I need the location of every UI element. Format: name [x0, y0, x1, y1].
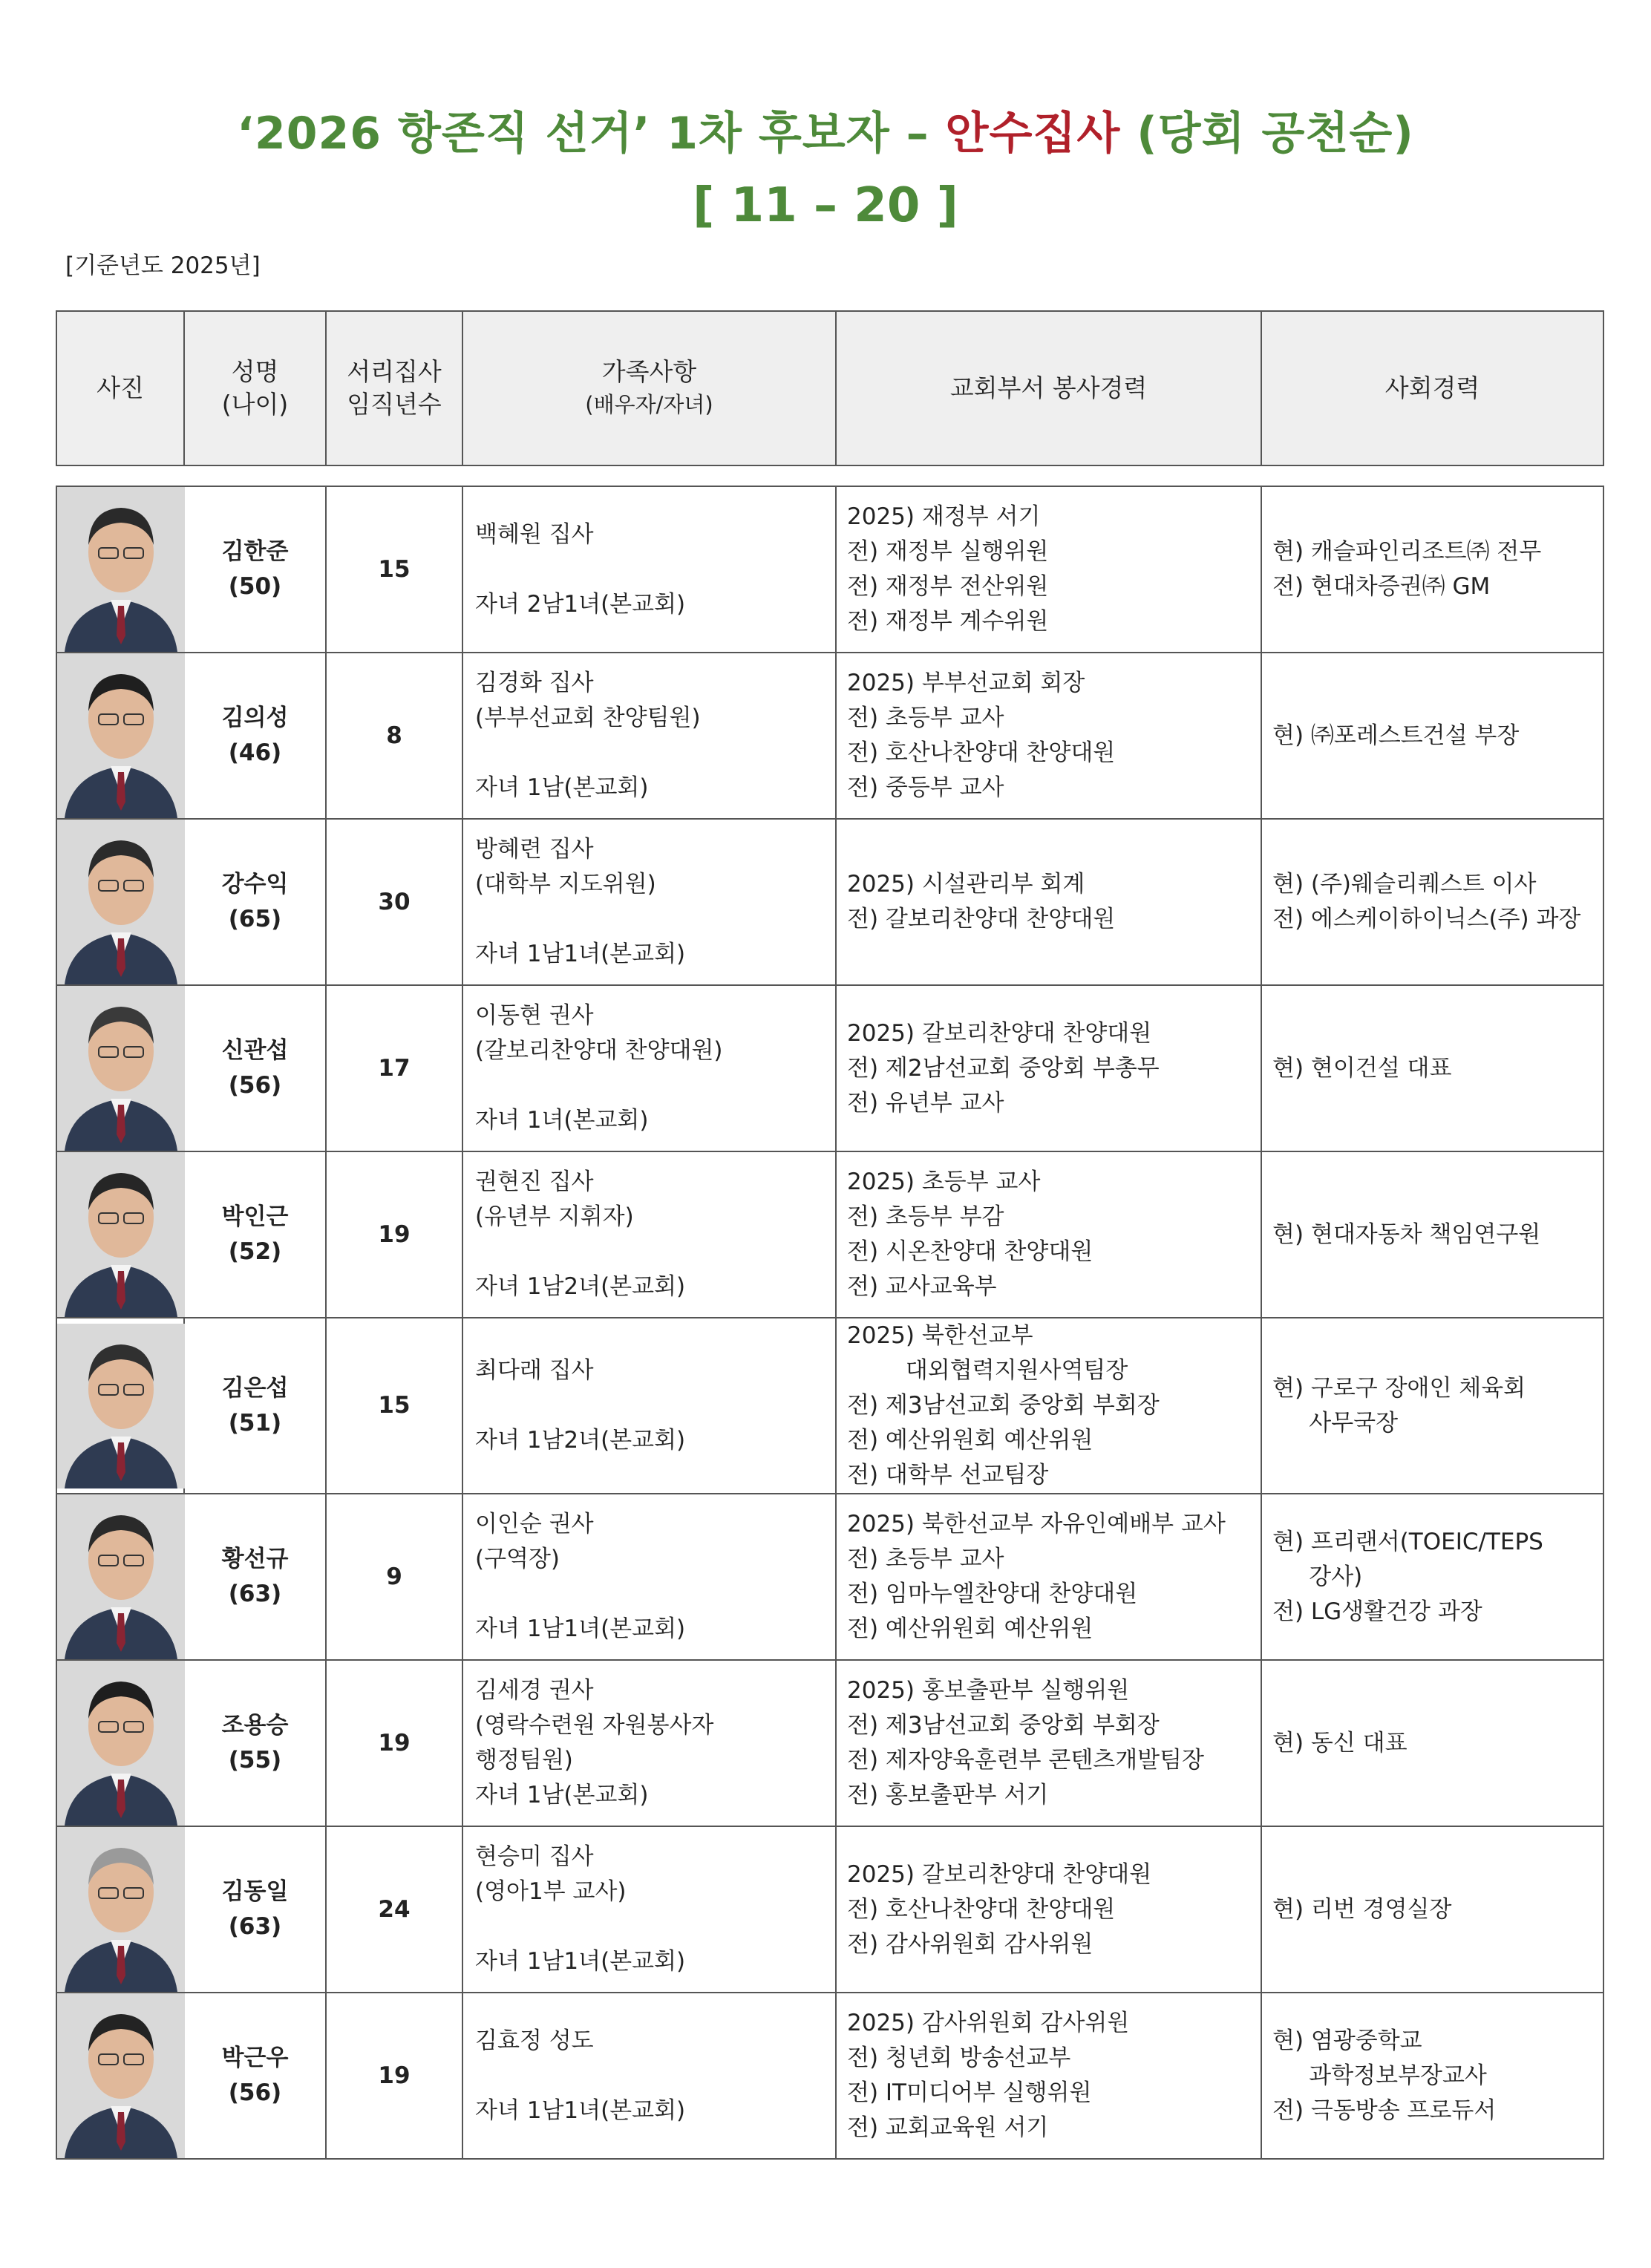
candidate-age: (51) [228, 1409, 282, 1437]
col-name-label: 성명 [231, 357, 279, 386]
family-line [475, 1577, 835, 1612]
col-social-label: 사회경력 [1384, 373, 1480, 402]
candidate-family [462, 1660, 836, 1826]
title-main: ‘2026 항존직 선거’ 1차 후보자 – [237, 108, 929, 160]
candidate-name: 김동일 [221, 1878, 289, 1905]
col-years [326, 311, 462, 465]
portrait-photo [57, 487, 185, 652]
family-line: 자녀 1남1녀(본교회) [475, 1615, 686, 1642]
church-service-line: 전) 예산위원회 예산위원 [847, 1615, 1093, 1642]
portrait-photo [57, 1993, 185, 2158]
family-line [475, 552, 835, 587]
church-service-line: 전) 제3남선교회 중앙회 부회장 [847, 1712, 1160, 1739]
church-service-line: 전) 재정부 실행위원 [847, 538, 1049, 565]
church-service-line: 전) 대학부 선교팀장 [847, 1462, 1049, 1488]
candidate-name-cell [184, 486, 326, 653]
candidate-social-career [1261, 1826, 1603, 1993]
social-career-line: 과학정보부장교사 [1272, 2062, 1487, 2089]
social-career-line: 전) 현대차증권㈜ GM [1272, 573, 1491, 600]
family-line: 방혜련 집사 [475, 836, 594, 863]
candidate-church-service [836, 486, 1261, 653]
family-line [475, 2059, 835, 2094]
church-service-line: 전) 중등부 교사 [847, 774, 1004, 801]
church-service-line: 전) 갈보리찬양대 찬양대원 [847, 906, 1116, 932]
candidate-name-cell [184, 1494, 326, 1660]
social-career-line: 현) 현대자동차 책임연구원 [1272, 1220, 1541, 1248]
church-service-line: 전) 초등부 교사 [847, 705, 1004, 731]
social-career-line: 전) 극동방송 프로듀서 [1272, 2097, 1497, 2124]
family-line: 현승미 집사 [475, 1843, 594, 1870]
family-line [475, 1909, 835, 1944]
church-service-line: 2025) 감사위원회 감사위원 [847, 2010, 1130, 2036]
candidate-row-5 [56, 1151, 1603, 1318]
candidate-row-9 [56, 1826, 1603, 1993]
candidate-name-cell [184, 819, 326, 985]
family-line: 김경화 집사 [475, 670, 594, 696]
church-service-line: 전) 제2남선교회 중앙회 부총무 [847, 1054, 1160, 1082]
family-line: (갈보리찬양대 찬양대원) [475, 1037, 723, 1064]
family-line: 이인순 권사 [475, 1511, 594, 1537]
basis-year: [기준년도 2025년] [65, 252, 261, 279]
col-social [1261, 311, 1603, 465]
range-subtitle: [ 11 – 20 ] [693, 178, 958, 233]
column-header-table [56, 310, 1604, 466]
candidate-years: 24 [326, 1826, 462, 1993]
social-career-line: 강사) [1272, 1563, 1363, 1590]
social-career-line: 전) 에스케이하이닉스(주) 과장 [1272, 906, 1581, 932]
candidate-social-career [1261, 1151, 1603, 1318]
candidate-photo [56, 653, 184, 819]
candidate-name-cell [184, 1826, 326, 1993]
candidate-family [462, 819, 836, 985]
candidate-name: 박인근 [221, 1203, 289, 1230]
family-line: 자녀 2남1녀(본교회) [475, 590, 686, 618]
column-header-row [56, 311, 1603, 465]
church-service-line: 전) 예산위원회 예산위원 [847, 1427, 1093, 1454]
portrait-photo [57, 1494, 185, 1659]
candidate-family [462, 653, 836, 819]
candidate-name-cell [184, 653, 326, 819]
candidate-row-2 [56, 653, 1603, 819]
candidate-family [462, 1151, 836, 1318]
family-line: 백혜원 집사 [475, 520, 594, 548]
candidate-church-service [836, 653, 1261, 819]
church-service-line: 2025) 갈보리찬양대 찬양대원 [847, 1860, 1152, 1888]
candidate-name: 김한준 [221, 538, 289, 565]
candidate-name-cell [184, 985, 326, 1151]
family-line: 자녀 1남2녀(본교회) [475, 1427, 686, 1454]
candidate-church-service [836, 1826, 1261, 1993]
candidate-photo [56, 486, 184, 653]
candidate-row-6 [56, 1318, 1603, 1494]
candidate-church-service [836, 1151, 1261, 1318]
church-service-line: 전) 호산나찬양대 찬양대원 [847, 1895, 1116, 1923]
family-line: 자녀 1녀(본교회) [475, 1107, 649, 1134]
family-line: 자녀 1남(본교회) [475, 1782, 649, 1808]
candidate-row-10 [56, 1993, 1603, 2159]
portrait-photo [57, 653, 185, 818]
candidate-age: (63) [228, 1581, 282, 1607]
family-line: 자녀 1남1녀(본교회) [475, 2097, 686, 2124]
family-line: 자녀 1남2녀(본교회) [475, 1273, 686, 1300]
social-career-line: 현) 염광중학교 [1272, 2027, 1422, 2054]
social-career-line: 현) ㈜포레스트건설 부장 [1272, 722, 1520, 749]
col-years-sublabel: 임직년수 [347, 390, 442, 419]
church-service-line: 전) 청년회 방송선교부 [847, 2045, 1071, 2071]
col-family-label: 가족사항 [601, 357, 697, 386]
candidate-age: (52) [228, 1238, 282, 1265]
family-line: 김세경 권사 [475, 1677, 594, 1704]
social-career-line: 현) 동신 대표 [1272, 1729, 1408, 1756]
candidate-family [462, 985, 836, 1151]
social-career-line: 현) 리번 경영실장 [1272, 1895, 1452, 1923]
family-line: 김효정 성도 [475, 2027, 594, 2054]
social-career-line: 현) 구로구 장애인 체육회 [1272, 1374, 1526, 1402]
church-service-line: 전) 제자양육훈련부 콘텐츠개발팀장 [847, 1747, 1204, 1774]
candidate-church-service [836, 1494, 1261, 1660]
social-career-line: 현) 현이건설 대표 [1272, 1054, 1452, 1082]
church-service-line: 대외협력지원사역팀장 [847, 1357, 1128, 1384]
candidate-family [462, 1494, 836, 1660]
candidate-family [462, 1993, 836, 2159]
candidate-age: (50) [228, 573, 282, 600]
candidate-social-career [1261, 1318, 1603, 1494]
candidate-age: (55) [228, 1747, 282, 1774]
candidate-name-cell [184, 1151, 326, 1318]
candidate-row-3 [56, 819, 1603, 985]
col-church-label: 교회부서 봉사경력 [949, 373, 1148, 402]
document-title [0, 98, 1651, 162]
candidate-social-career [1261, 1993, 1603, 2159]
candidate-photo [56, 1151, 184, 1318]
portrait-photo [57, 1324, 185, 1488]
candidate-church-service [836, 1660, 1261, 1826]
family-line: (영아1부 교사) [475, 1878, 627, 1905]
family-line: 권현진 집사 [475, 1169, 594, 1195]
church-service-line: 전) 제3남선교회 중앙회 부회장 [847, 1392, 1160, 1419]
col-name [184, 311, 326, 465]
family-line: 최다래 집사 [475, 1357, 594, 1384]
church-service-line: 2025) 북한선교부 [847, 1322, 1033, 1349]
col-family [462, 311, 836, 465]
candidate-years: 19 [326, 1151, 462, 1318]
candidate-name: 신관섭 [221, 1037, 289, 1064]
church-service-line: 2025) 초등부 교사 [847, 1169, 1041, 1195]
col-photo-label: 사진 [97, 373, 144, 402]
church-service-line: 전) 호산나찬양대 찬양대원 [847, 739, 1116, 766]
col-years-label: 서리집사 [347, 357, 442, 386]
candidate-social-career [1261, 486, 1603, 653]
family-line [475, 736, 835, 771]
candidate-table [56, 486, 1604, 2160]
candidate-photo [56, 985, 184, 1151]
candidate-photo [56, 819, 184, 985]
candidate-name: 김의성 [221, 705, 289, 731]
candidate-years: 9 [326, 1494, 462, 1660]
church-service-line: 전) 초등부 교사 [847, 1546, 1004, 1572]
family-line [475, 1235, 835, 1269]
candidate-age: (56) [228, 2079, 282, 2106]
candidate-years: 15 [326, 486, 462, 653]
candidate-photo [56, 1826, 184, 1993]
candidate-name: 강수익 [221, 871, 289, 898]
family-line: (구역장) [475, 1546, 560, 1572]
social-career-line: 현) 캐슬파인리조트㈜ 전무 [1272, 538, 1542, 565]
church-service-line: 전) 홍보출판부 서기 [847, 1782, 1049, 1808]
family-line: 자녀 1남1녀(본교회) [475, 1948, 686, 1975]
candidate-church-service [836, 1318, 1261, 1494]
church-service-line: 전) 재정부 계수위원 [847, 608, 1049, 635]
church-service-line: 전) IT미디어부 실행위원 [847, 2079, 1092, 2106]
candidate-age: (65) [228, 906, 282, 932]
candidate-social-career [1261, 819, 1603, 985]
candidate-name-cell [184, 1318, 326, 1494]
church-service-line: 전) 유년부 교사 [847, 1089, 1004, 1117]
church-service-line: 2025) 갈보리찬양대 찬양대원 [847, 1019, 1152, 1047]
candidate-social-career [1261, 985, 1603, 1151]
candidate-row-1 [56, 486, 1603, 653]
church-service-line: 2025) 홍보출판부 실행위원 [847, 1677, 1130, 1704]
social-career-line: 전) LG생활건강 과장 [1272, 1598, 1482, 1625]
social-career-line: 사무국장 [1272, 1409, 1399, 1437]
candidate-name: 박근우 [221, 2045, 289, 2071]
title-tail: (당회 공천순) [1137, 108, 1414, 160]
portrait-photo [57, 1152, 185, 1317]
candidate-social-career [1261, 1660, 1603, 1826]
family-line: (부부선교회 찬양팀원) [475, 705, 701, 731]
col-name-sublabel: (나이) [221, 390, 289, 419]
church-service-line: 2025) 부부선교회 회장 [847, 670, 1085, 696]
family-line: 이동현 권사 [475, 1002, 594, 1029]
candidate-age: (56) [228, 1072, 282, 1099]
church-service-line: 전) 초등부 부감 [847, 1203, 1004, 1230]
portrait-photo [57, 1661, 185, 1826]
church-service-line: 전) 교회교육원 서기 [847, 2114, 1049, 2141]
family-line: (대학부 지도위원) [475, 871, 656, 898]
candidate-name-cell [184, 1993, 326, 2159]
candidate-family [462, 1826, 836, 1993]
church-service-line: 2025) 재정부 서기 [847, 503, 1041, 530]
candidate-row-4 [56, 985, 1603, 1151]
col-photo [56, 311, 184, 465]
candidate-name: 조용승 [221, 1712, 289, 1739]
family-line [475, 902, 835, 937]
church-service-line: 전) 임마누엘찬양대 찬양대원 [847, 1581, 1138, 1607]
candidate-social-career [1261, 653, 1603, 819]
family-line [475, 1388, 835, 1423]
candidate-church-service [836, 985, 1261, 1151]
family-line: 자녀 1남1녀(본교회) [475, 941, 686, 967]
candidate-row-8 [56, 1660, 1603, 1826]
social-career-line: 현) 프리랜서(TOEIC/TEPS [1272, 1528, 1543, 1555]
family-line: 행정팀원) [475, 1747, 573, 1774]
family-line [475, 1068, 835, 1103]
candidate-years: 17 [326, 985, 462, 1151]
portrait-photo [57, 820, 185, 984]
church-service-line: 2025) 시설관리부 회계 [847, 871, 1085, 898]
candidate-age: (46) [228, 739, 282, 766]
portrait-photo [57, 1827, 185, 1992]
candidate-church-service [836, 1993, 1261, 2159]
candidate-age: (63) [228, 1913, 282, 1940]
title-highlight: 안수집사 [945, 108, 1121, 160]
church-service-line: 전) 교사교육부 [847, 1273, 997, 1300]
candidate-photo [56, 1494, 184, 1660]
candidate-years: 19 [326, 1993, 462, 2159]
candidate-photo [56, 1660, 184, 1826]
family-line: 자녀 1남(본교회) [475, 774, 649, 801]
candidate-family [462, 1318, 836, 1494]
candidate-photo [56, 1318, 184, 1494]
candidate-years: 19 [326, 1660, 462, 1826]
church-service-line: 전) 재정부 전산위원 [847, 573, 1049, 600]
candidate-years: 8 [326, 653, 462, 819]
portrait-photo [57, 986, 185, 1151]
candidate-years: 30 [326, 819, 462, 985]
candidate-name: 김은섭 [221, 1374, 289, 1402]
social-career-line: 현) (주)웨슬리퀘스트 이사 [1272, 871, 1537, 898]
candidate-family [462, 486, 836, 653]
candidate-church-service [836, 819, 1261, 985]
church-service-line: 전) 시온찬양대 찬양대원 [847, 1238, 1093, 1265]
candidate-social-career [1261, 1494, 1603, 1660]
col-church [836, 311, 1261, 465]
church-service-line: 전) 감사위원회 감사위원 [847, 1930, 1093, 1958]
family-line: (영락수련원 자원봉사자 [475, 1712, 714, 1739]
candidate-photo [56, 1993, 184, 2159]
candidate-name: 황선규 [221, 1546, 289, 1572]
candidate-row-7 [56, 1494, 1603, 1660]
candidate-years: 15 [326, 1318, 462, 1494]
candidate-name-cell [184, 1660, 326, 1826]
family-line: (유년부 지휘자) [475, 1203, 634, 1230]
col-family-sublabel: (배우자/자녀) [585, 392, 713, 417]
church-service-line: 2025) 북한선교부 자유인예배부 교사 [847, 1511, 1226, 1537]
